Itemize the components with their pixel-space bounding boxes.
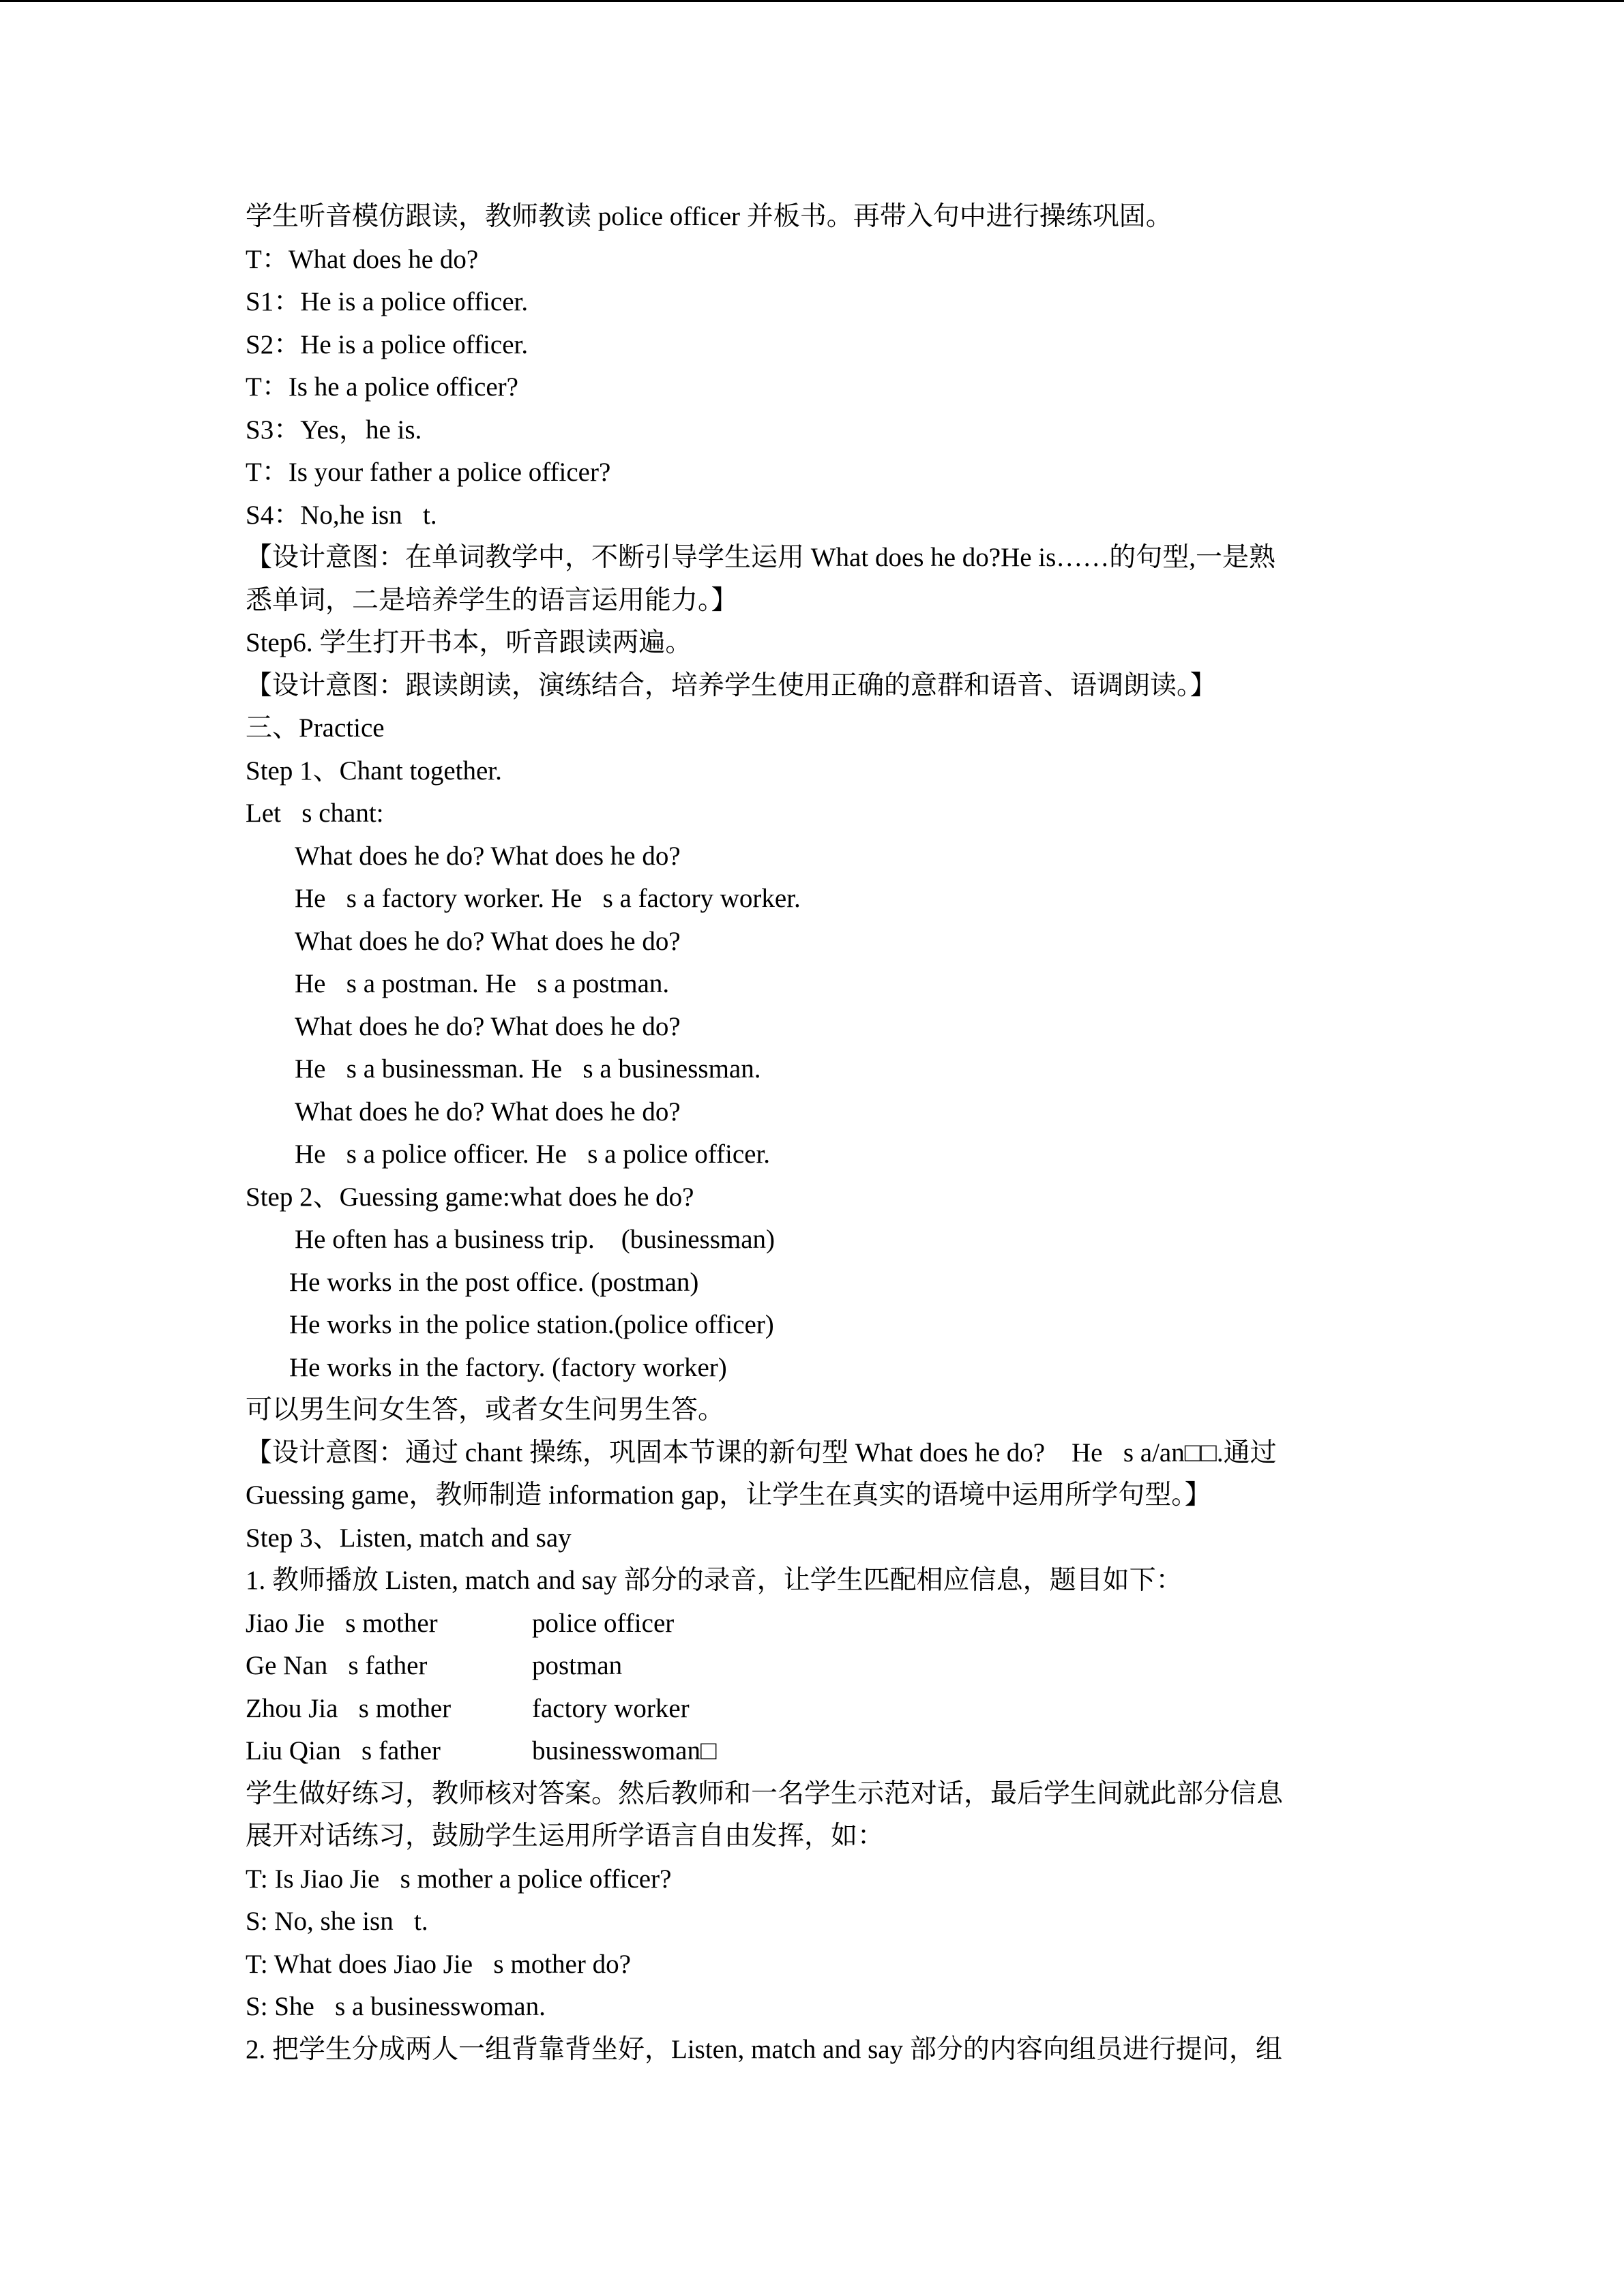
dialogue-line: T: What does Jiao Jie s mother do?: [246, 1949, 631, 1979]
text-line: 展开对话练习，鼓励学生运用所学语言自由发挥，如：: [246, 1821, 885, 1851]
dialogue-line: T：Is your father a police officer?: [246, 458, 611, 487]
text-line: 学生听音模仿跟读，教师教读 police officer 并板书。再带入句中进行操练巩固。: [246, 202, 1172, 231]
match-job: businesswoman□: [532, 1736, 717, 1765]
match-row: [246, 1602, 1378, 1645]
match-row: [246, 1730, 1378, 1773]
chant-line: What does he do? What does he do?: [295, 841, 681, 871]
dialogue-line: S: She s a businesswoman.: [246, 1992, 546, 2021]
design-intent-line: 【设计意图：在单词教学中，不断引导学生运用 What does he do?He is……的句型,一是熟: [246, 543, 1276, 572]
chant-line: What does he do? What does he do?: [295, 926, 681, 956]
chant-line: He s a businessman. He s a businessman.: [295, 1054, 761, 1084]
match-person: Jiao Jie s mother: [246, 1608, 438, 1638]
match-person: Zhou Jia s mother: [246, 1693, 452, 1723]
guess-line: He works in the factory. (factory worker): [289, 1352, 727, 1382]
match-row: [246, 1645, 1378, 1688]
design-intent-line: 悉单词，二是培养学生的语言运用能力。】: [246, 585, 738, 615]
dialogue-line: S4：No,he isn t.: [246, 500, 437, 530]
step-heading: Step6. 学生打开书本，听音跟读两遍。: [246, 628, 692, 657]
section-heading: 三、Practice: [246, 713, 385, 743]
dialogue-line: T：Is he a police officer?: [246, 372, 518, 402]
guess-line: He works in the police station.(police officer): [289, 1310, 774, 1339]
match-person: Liu Qian s father: [246, 1736, 441, 1765]
step-heading: Step 3、Listen, match and say: [246, 1523, 572, 1553]
design-intent-line: 【设计意图：跟读朗读，演练结合，培养学生使用正确的意群和语音、语调朗读。】: [246, 670, 1217, 700]
design-intent-line: Guessing game，教师制造 information gap，让学生在真实的语境中运用所学句型。】: [246, 1480, 1211, 1510]
chant-line: He s a factory worker. He s a factory worker.: [295, 884, 801, 913]
text-line: 1. 教师播放 Listen, match and say 部分的录音，让学生匹配相应信息，题目如下：: [246, 1566, 1183, 1595]
chant-line: He s a postman. He s a postman.: [295, 969, 670, 998]
match-job: police officer: [532, 1608, 675, 1638]
dialogue-line: S1：He is a police officer.: [246, 287, 529, 316]
guess-line: He often has a business trip. (businessman): [295, 1225, 776, 1254]
chant-line: He s a police officer. He s a police officer.: [295, 1139, 771, 1169]
text-line: 可以男生问女生答，或者女生问男生答。: [246, 1395, 725, 1425]
text-line: 2. 把学生分成两人一组背靠背坐好，Listen, match and say 部分的内容向组员进行提问，组: [246, 2034, 1282, 2064]
match-job: postman: [532, 1651, 623, 1680]
dialogue-line: S3：Yes，he is.: [246, 415, 422, 445]
design-intent-line: 【设计意图：通过 chant 操练，巩固本节课的新句型 What does he do? He s a/an□□.通过: [246, 1437, 1277, 1467]
page-top-border: [0, 0, 1624, 2]
dialogue-line: T：What does he do?: [246, 244, 479, 274]
chant-title: Let s chant:: [246, 799, 384, 828]
guess-line: He works in the post office. (postman): [289, 1267, 699, 1297]
match-job: factory worker: [532, 1693, 690, 1723]
text-line: 学生做好练习，教师核对答案。然后教师和一名学生示范对话，最后学生间就此部分信息: [246, 1778, 1284, 1808]
match-person: Ge Nan s father: [246, 1651, 428, 1680]
dialogue-line: S: No, she isn t.: [246, 1907, 428, 1936]
document-page: [246, 196, 1378, 2071]
dialogue-line: S2：He is a police officer.: [246, 329, 529, 359]
step-heading: Step 2、Guessing game:what does he do?: [246, 1182, 694, 1212]
dialogue-line: T: Is Jiao Jie s mother a police officer?: [246, 1864, 672, 1894]
chant-line: What does he do? What does he do?: [295, 1097, 681, 1127]
step-heading: Step 1、Chant together.: [246, 756, 502, 786]
chant-line: What does he do? What does he do?: [295, 1011, 681, 1041]
match-row: [246, 1688, 1378, 1731]
